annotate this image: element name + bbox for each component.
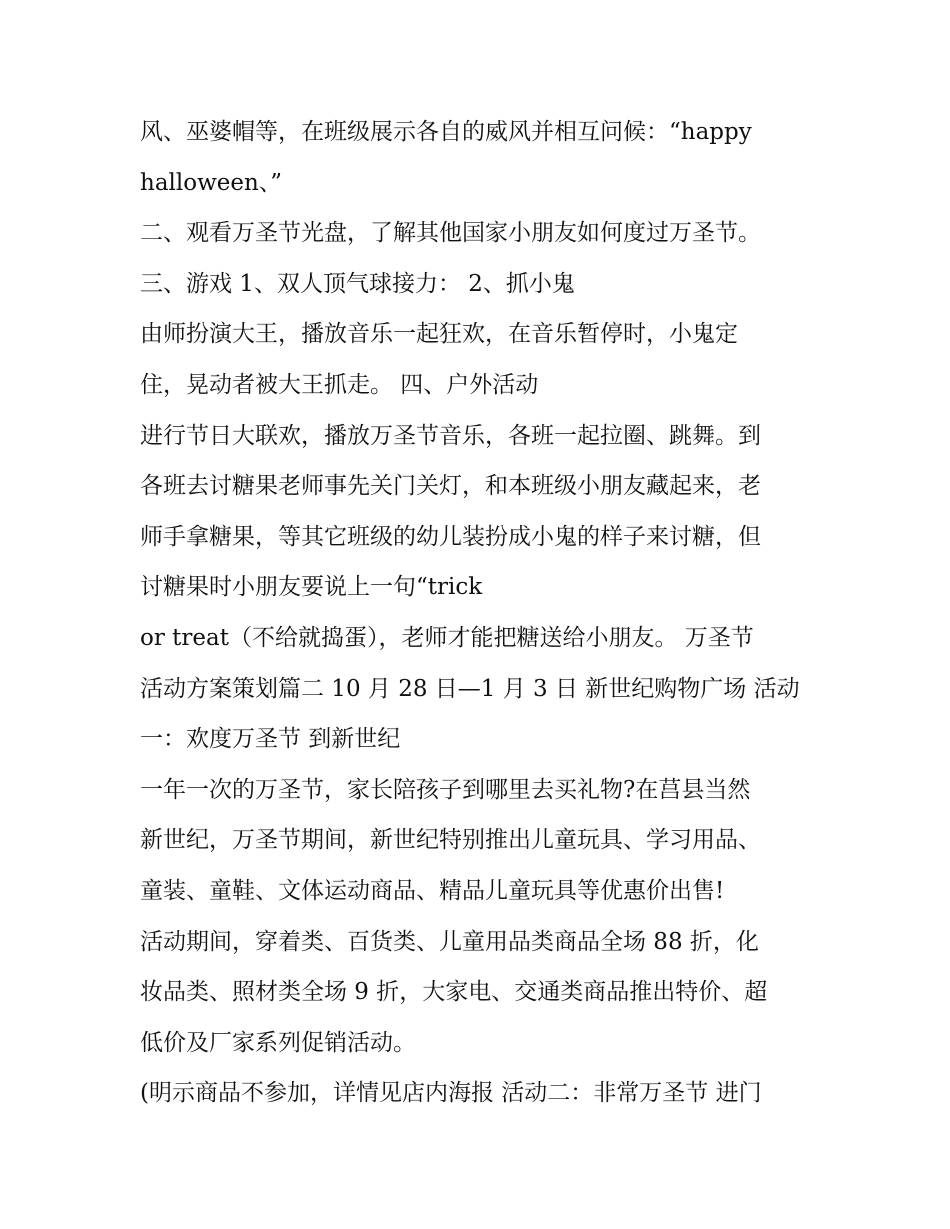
text-line: 童装、童鞋、文体运动商品、精品儿童玩具等优惠价出售! (140, 877, 725, 904)
text-line: 各班去讨糖果老师事先关门关灯，和本班级小朋友藏起来，老 (140, 473, 761, 500)
text-line: 住，晃动者被大王抓走。 四、户外活动 (140, 371, 539, 398)
text-line: 一：欢度万圣节 到新世纪 (140, 726, 401, 753)
text-line: 二、观看万圣节光盘，了解其他国家小朋友如何度过万圣节。 (140, 220, 761, 247)
text-line: or treat（不给就捣蛋），老师才能把糖送给小朋友。 万圣节 (140, 624, 754, 651)
text-line: 讨糖果时小朋友要说上一句“trick (140, 574, 483, 601)
text-line: 妆品类、照材类全场 9 折，大家电、交通类商品推出特价、超 (140, 979, 768, 1006)
body-text (140, 107, 830, 1119)
text-line: 三、游戏 1、双人顶气球接力： 2、抓小鬼 (140, 270, 575, 297)
text-line: 活动方案策划篇二 10 月 28 日—1 月 3 日 新世纪购物广场 活动 (140, 675, 800, 702)
text-line: 由师扮演大王，播放音乐一起狂欢，在音乐暂停时，小鬼定 (140, 321, 738, 348)
text-line: 一年一次的万圣节，家长陪孩子到哪里去买礼物?在莒县当然 (140, 776, 751, 803)
text-line: 低价及厂家系列促销活动。 (140, 1029, 416, 1056)
text-line: 新世纪，万圣节期间，新世纪特别推出儿童玩具、学习用品、 (140, 827, 761, 854)
text-line: (明示商品不参加，详情见店内海报 活动二：非常万圣节 进门 (140, 1080, 762, 1107)
text-line: 风、巫婆帽等，在班级展示各自的威风并相互问候：“happy (140, 119, 752, 145)
text-line: 师手拿糖果，等其它班级的幼儿装扮成小鬼的样子来讨糖，但 (140, 523, 761, 550)
text-line: halloween、” (140, 169, 283, 196)
text-line: 进行节日大联欢，播放万圣节音乐，各班一起拉圈、跳舞。到 (140, 422, 761, 449)
text-line: 活动期间，穿着类、百货类、儿童用品类商品全场 88 折，化 (140, 928, 759, 955)
